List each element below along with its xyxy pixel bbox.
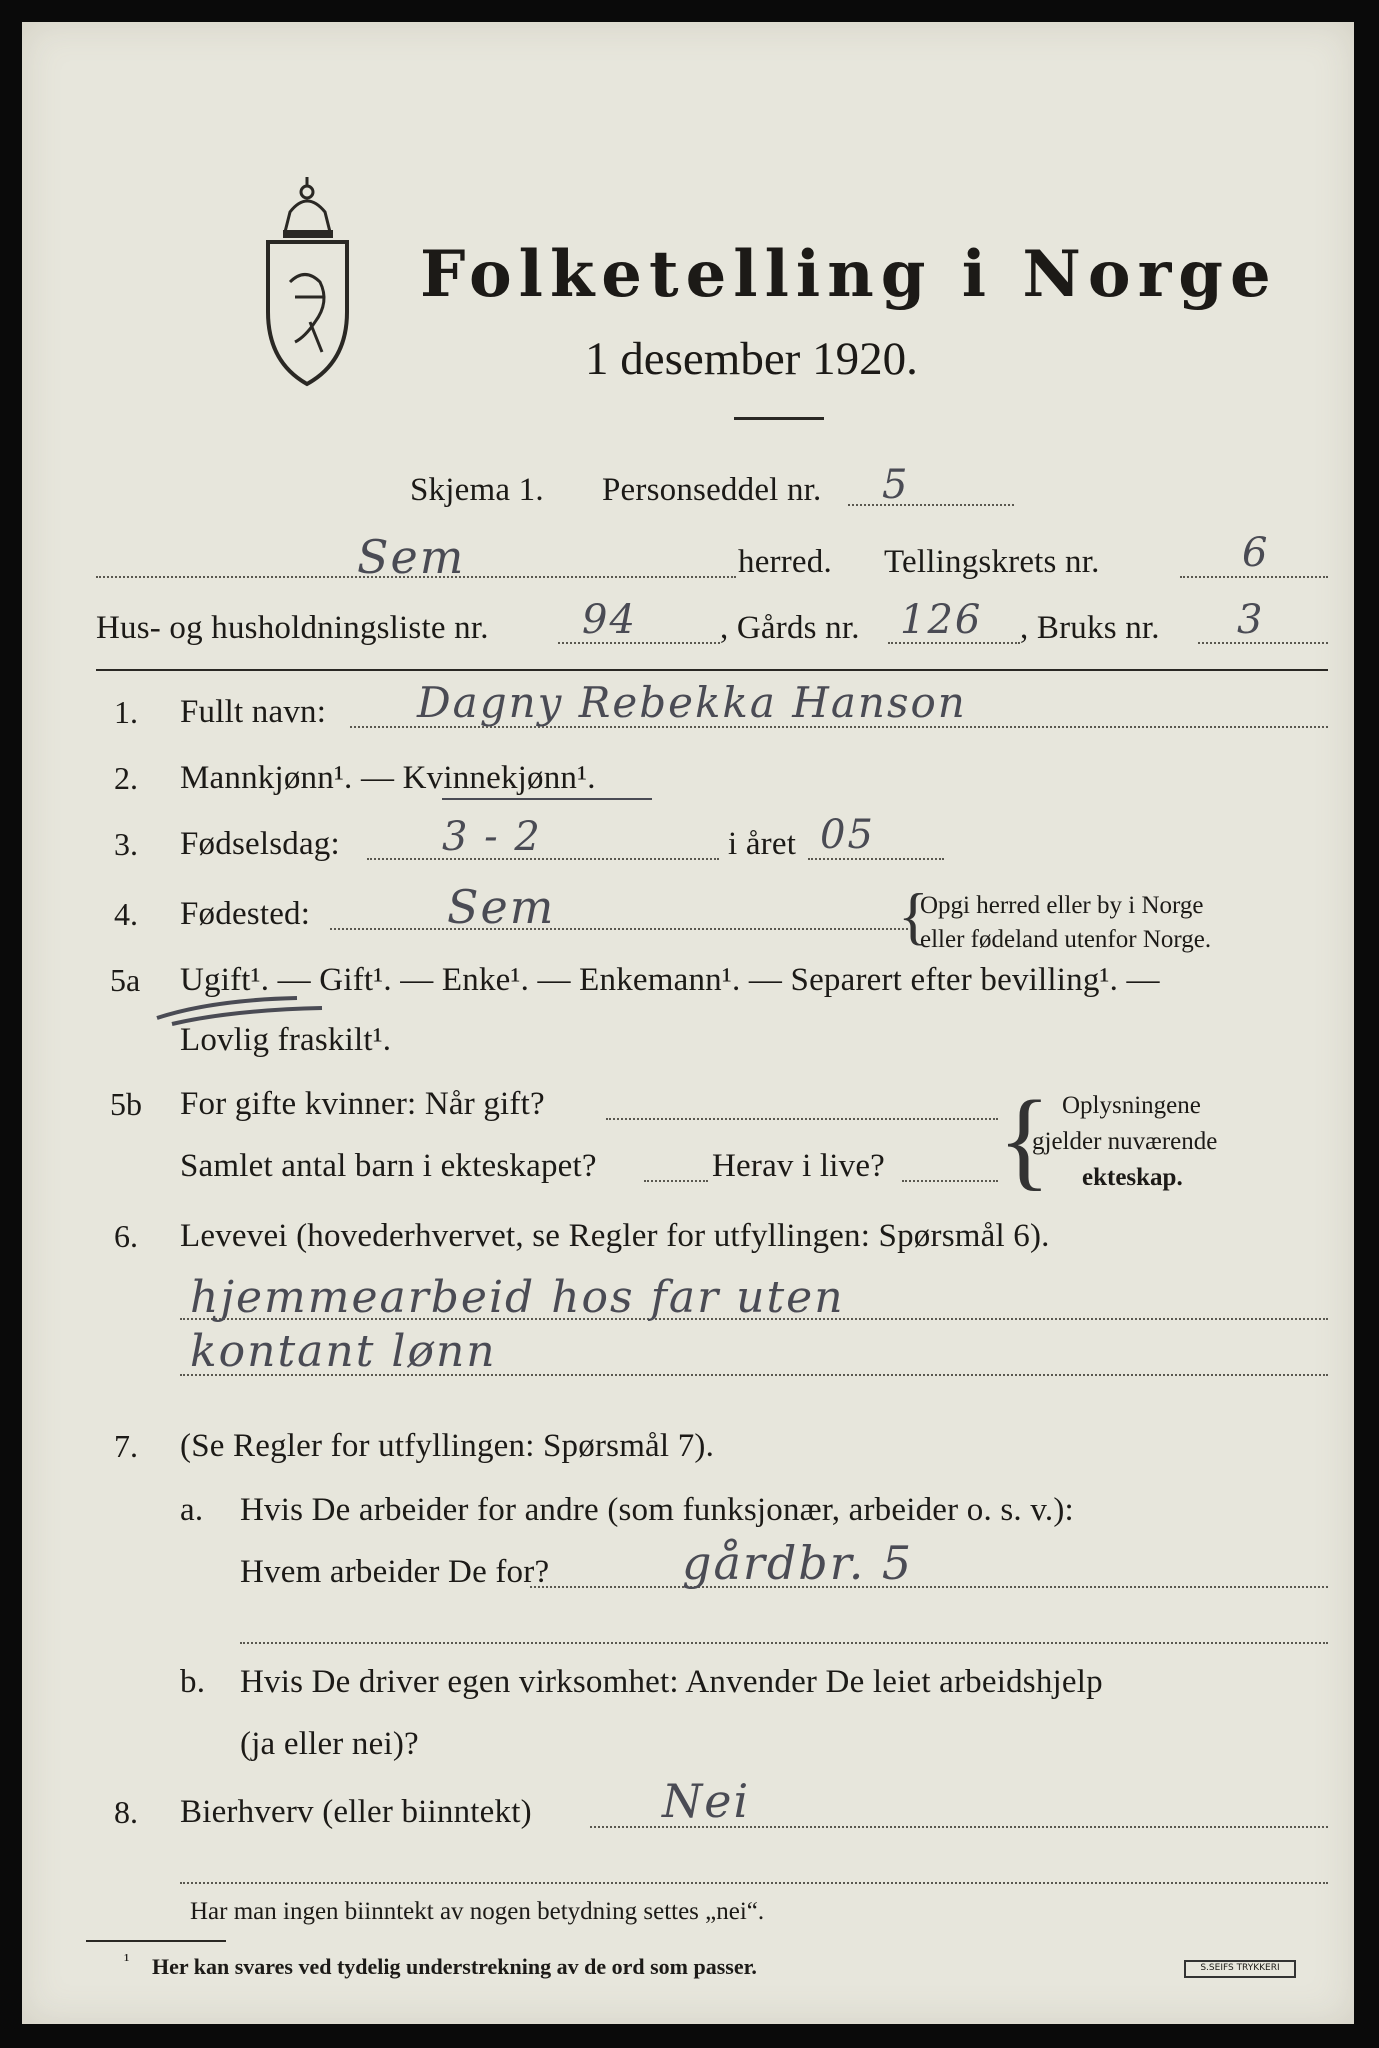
kvinnekjonn-underline bbox=[442, 798, 652, 800]
q7-label: (Se Regler for utfyllingen: Spørsmål 7). bbox=[180, 1428, 715, 1464]
q7b-letter: b. bbox=[180, 1664, 206, 1700]
q6-number: 6. bbox=[114, 1218, 138, 1254]
q4-number: 4. bbox=[114, 896, 138, 932]
children-count-field[interactable] bbox=[644, 1180, 708, 1182]
q4-note-line2: eller fødeland utenfor Norge. bbox=[920, 926, 1212, 953]
q8-number: 8. bbox=[114, 1794, 138, 1830]
occupation-value-line1: hjemmearbeid hos far uten bbox=[190, 1272, 845, 1323]
census-form-sheet bbox=[22, 22, 1354, 2024]
q7b-line2: (ja eller nei)? bbox=[240, 1726, 419, 1762]
q3-label: Fødselsdag: bbox=[180, 826, 340, 862]
q5b-note-line3: ekteskap. bbox=[1082, 1164, 1183, 1191]
q4-brace: { bbox=[898, 880, 929, 951]
header-rule bbox=[96, 669, 1328, 671]
side-income-field-line2[interactable] bbox=[180, 1882, 1328, 1884]
form-title: Folketelling i Norge bbox=[420, 237, 1278, 312]
gards-label: , Gårds nr. bbox=[720, 610, 860, 646]
full-name-value: Dagny Rebekka Hanson bbox=[417, 678, 967, 727]
footnote-text: Her kan svares ved tydelig understrekning av de ord som passer. bbox=[152, 1954, 757, 1979]
q7a-line1: Hvis De arbeider for andre (som funksjonær, arbeider o. s. v.): bbox=[240, 1492, 1074, 1528]
q7a-letter: a. bbox=[180, 1492, 204, 1528]
q3-number: 3. bbox=[114, 826, 138, 862]
employer-value: gårdbr. 5 bbox=[682, 1536, 914, 1590]
employer-field-line2[interactable] bbox=[240, 1642, 1328, 1644]
birthyear-field[interactable] bbox=[808, 858, 944, 860]
tellingskrets-field[interactable] bbox=[1180, 576, 1328, 578]
birthdate-field[interactable] bbox=[367, 858, 719, 860]
birthplace-field[interactable] bbox=[330, 928, 908, 930]
employer-field[interactable] bbox=[530, 1586, 1328, 1588]
footnote-mark: ¹ bbox=[124, 1950, 130, 1970]
personseddel-field[interactable] bbox=[848, 504, 1014, 506]
tellingskrets-value: 6 bbox=[1242, 530, 1270, 576]
q7-number: 7. bbox=[114, 1428, 138, 1464]
gards-value: 126 bbox=[900, 597, 983, 643]
q2-text: Mannkjønn¹. — Kvinnekjønn¹. bbox=[180, 760, 596, 796]
q5b-line1: For gifte kvinner: Når gift? bbox=[180, 1086, 545, 1122]
q5b-note-line1: Oplysningene bbox=[1062, 1092, 1201, 1119]
q8-label: Bierhverv (eller biinntekt) bbox=[180, 1794, 532, 1830]
married-when-field[interactable] bbox=[606, 1118, 998, 1120]
personseddel-label: Personseddel nr. bbox=[602, 472, 822, 508]
skjema-label: Skjema 1. bbox=[410, 472, 544, 508]
q4-label: Fødested: bbox=[180, 896, 311, 932]
census-date: 1 desember 1920. bbox=[585, 333, 918, 385]
birthplace-value: Sem bbox=[447, 880, 556, 934]
hus-label: Hus- og husholdningsliste nr. bbox=[96, 610, 489, 646]
coat-of-arms-icon bbox=[250, 172, 365, 392]
occupation-value-line2: kontant lønn bbox=[190, 1326, 497, 1377]
q5b-brace: { bbox=[998, 1078, 1051, 1200]
q6-label: Levevei (hovederhvervet, se Regler for utfyllingen: Spørsmål 6). bbox=[180, 1218, 1050, 1254]
q7b-line1: Hvis De driver egen virksomhet: Anvender De leiet arbeidshjelp bbox=[240, 1664, 1103, 1700]
year-label: i året bbox=[728, 826, 797, 862]
tellingskrets-label: Tellingskrets nr. bbox=[884, 544, 1100, 580]
birthyear-value: 05 bbox=[820, 812, 875, 858]
q5b-number: 5b bbox=[110, 1086, 142, 1122]
q2-number: 2. bbox=[114, 760, 138, 796]
children-alive-field[interactable] bbox=[902, 1180, 998, 1182]
herred-label: herred. bbox=[738, 544, 832, 580]
q5a-line1: Ugift¹. — Gift¹. — Enke¹. — Enkemann¹. — Separert efter bevilling¹. — bbox=[180, 962, 1160, 998]
bruks-value: 3 bbox=[1237, 597, 1265, 643]
q7a-line2: Hvem arbeider De for? bbox=[240, 1554, 550, 1590]
bruks-label: , Bruks nr. bbox=[1020, 610, 1160, 646]
q5b-line2: Samlet antal barn i ekteskapet? bbox=[180, 1148, 597, 1184]
title-divider bbox=[734, 417, 824, 420]
q5b-line2b: Herav i live? bbox=[712, 1148, 886, 1184]
q1-label: Fullt navn: bbox=[180, 694, 327, 730]
herred-value: Sem bbox=[357, 530, 466, 584]
birthdate-value: 3 - 2 bbox=[442, 814, 542, 860]
q5b-note-line2: gjelder nuværende bbox=[1032, 1128, 1218, 1155]
q5a-number: 5a bbox=[110, 962, 141, 998]
hus-value: 94 bbox=[582, 597, 637, 643]
q4-note-line1: Opgi herred eller by i Norge bbox=[920, 892, 1204, 919]
printer-stamp: S.SEIFS TRYKKERI bbox=[1184, 1960, 1296, 1978]
footnote-rule bbox=[86, 1940, 226, 1942]
q5a-line2: Lovlig fraskilt¹. bbox=[180, 1022, 392, 1058]
q1-number: 1. bbox=[114, 694, 138, 730]
personseddel-value: 5 bbox=[882, 462, 910, 508]
footer-note: Har man ingen biinntekt av nogen betydning settes „nei“. bbox=[190, 1898, 765, 1925]
side-income-value: Nei bbox=[662, 1774, 751, 1828]
